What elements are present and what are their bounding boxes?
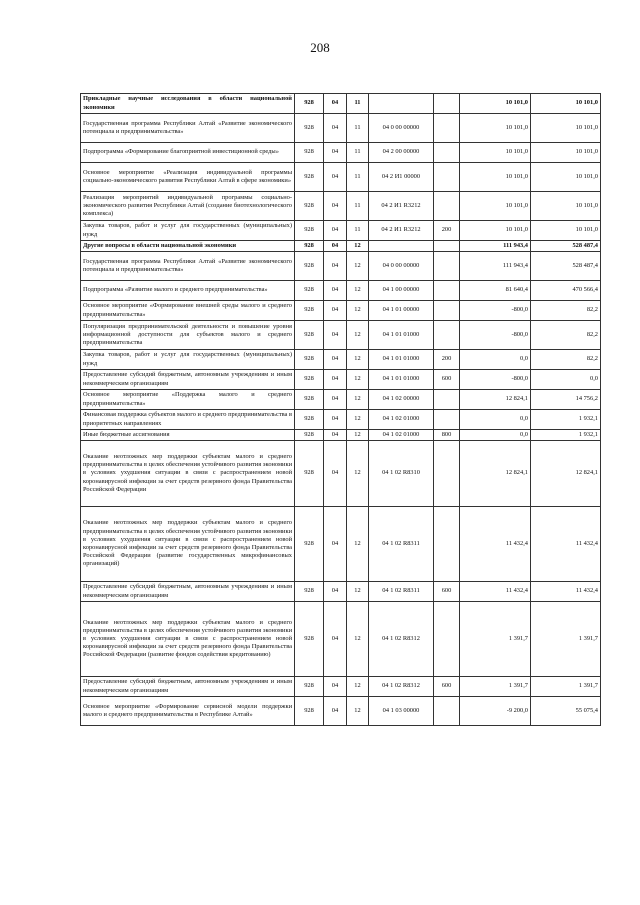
row-amount-year2: 10 101,0 [531, 192, 601, 221]
table-row [81, 114, 601, 143]
table-row [81, 143, 601, 163]
row-grbs: 928 [295, 441, 324, 507]
table-row [81, 221, 601, 241]
row-amount-year1: 0,0 [460, 350, 531, 370]
row-razdel: 04 [324, 582, 347, 602]
row-razdel: 04 [324, 507, 347, 582]
row-target-article: 04 2 И1 00000 [369, 163, 434, 192]
row-target-article: 04 1 01 00000 [369, 301, 434, 321]
row-target-article: 04 1 01 01000 [369, 350, 434, 370]
row-name: Предоставление субсидий бюджетным, автономным учреждениям и иным некоммерческим организациям [81, 677, 295, 697]
row-target-article: 04 0 00 00000 [369, 114, 434, 143]
row-razdel: 04 [324, 350, 347, 370]
row-name: Государственная программа Республики Алтай «Развитие экономического потенциала и предпринимательства» [81, 114, 295, 143]
row-target-article: 04 1 02 R8311 [369, 507, 434, 582]
row-target-article: 04 1 02 R8311 [369, 582, 434, 602]
row-expense-type [434, 390, 460, 410]
row-amount-year2: 82,2 [531, 350, 601, 370]
table-row [81, 507, 601, 582]
row-expense-type: 600 [434, 370, 460, 390]
row-razdel: 04 [324, 281, 347, 301]
row-expense-type: 600 [434, 582, 460, 602]
row-grbs: 928 [295, 507, 324, 582]
row-name: Государственная программа Республики Алтай «Развитие экономического потенциала и предпринимательства» [81, 252, 295, 281]
row-amount-year2: 470 566,4 [531, 281, 601, 301]
row-podrazdel: 11 [347, 163, 369, 192]
row-razdel: 04 [324, 602, 347, 677]
row-amount-year1: 10 101,0 [460, 163, 531, 192]
row-name: Закупка товаров, работ и услуг для государственных (муниципальных) нужд [81, 221, 295, 241]
row-grbs: 928 [295, 410, 324, 430]
row-expense-type: 200 [434, 350, 460, 370]
row-expense-type: 200 [434, 221, 460, 241]
row-podrazdel: 12 [347, 697, 369, 726]
row-amount-year1: -800,0 [460, 301, 531, 321]
row-expense-type [434, 321, 460, 350]
row-expense-type [434, 143, 460, 163]
table-row [81, 582, 601, 602]
row-razdel: 04 [324, 221, 347, 241]
row-razdel: 04 [324, 697, 347, 726]
row-podrazdel: 11 [347, 94, 369, 114]
row-amount-year1: -9 200,0 [460, 697, 531, 726]
row-podrazdel: 11 [347, 114, 369, 143]
row-name: Реализация мероприятий индивидуальной программы социально-экономического развития Республики Алтай (создание биотехнологического комплекса) [81, 192, 295, 221]
row-grbs: 928 [295, 350, 324, 370]
row-amount-year2: 528 487,4 [531, 241, 601, 252]
row-amount-year2: 11 432,4 [531, 582, 601, 602]
row-amount-year2: 10 101,0 [531, 114, 601, 143]
row-razdel: 04 [324, 390, 347, 410]
row-razdel: 04 [324, 410, 347, 430]
row-expense-type [434, 252, 460, 281]
row-amount-year2: 10 101,0 [531, 163, 601, 192]
row-expense-type: 600 [434, 677, 460, 697]
row-name: Иные бюджетные ассигнования [81, 430, 295, 441]
row-podrazdel: 12 [347, 321, 369, 350]
row-target-article [369, 94, 434, 114]
row-razdel: 04 [324, 252, 347, 281]
row-expense-type [434, 410, 460, 430]
row-amount-year1: 10 101,0 [460, 143, 531, 163]
table-row [81, 301, 601, 321]
row-amount-year2: 14 756,2 [531, 390, 601, 410]
row-grbs: 928 [295, 192, 324, 221]
row-target-article: 04 1 03 00000 [369, 697, 434, 726]
row-name: Закупка товаров, работ и услуг для государственных (муниципальных) нужд [81, 350, 295, 370]
row-razdel: 04 [324, 301, 347, 321]
row-amount-year2: 55 075,4 [531, 697, 601, 726]
row-name: Подпрограмма «Формирование благоприятной инвестиционной среды» [81, 143, 295, 163]
row-podrazdel: 12 [347, 582, 369, 602]
row-razdel: 04 [324, 677, 347, 697]
table-row [81, 602, 601, 677]
row-expense-type: 800 [434, 430, 460, 441]
row-razdel: 04 [324, 321, 347, 350]
row-target-article: 04 1 02 01000 [369, 430, 434, 441]
row-amount-year2: 1 391,7 [531, 602, 601, 677]
table-row [81, 441, 601, 507]
row-name: Основное мероприятие «Формирование сервисной модели поддержки малого и среднего предпринимательства в Республике Алтай» [81, 697, 295, 726]
row-amount-year1: 111 943,4 [460, 252, 531, 281]
row-amount-year1: 10 101,0 [460, 192, 531, 221]
row-name: Основное мероприятие «Формирование внешней среды малого и среднего предпринимательства» [81, 301, 295, 321]
table-row [81, 390, 601, 410]
table-row [81, 192, 601, 221]
row-expense-type [434, 301, 460, 321]
row-amount-year2: 82,2 [531, 301, 601, 321]
row-name: Оказание неотложных мер поддержки субъектам малого и среднего предпринимательства в целях обеспечения устойчивого развития экономики в условиях ухудшения ситуации в связи с распространением новой коронавирусной инфекции за счет средств резервного фонда Правительства Российской Федерации (развитие государственных микрофинансовых организаций) [81, 507, 295, 582]
row-grbs: 928 [295, 321, 324, 350]
row-amount-year1: 111 943,4 [460, 241, 531, 252]
row-podrazdel: 11 [347, 192, 369, 221]
row-podrazdel: 12 [347, 281, 369, 301]
row-podrazdel: 12 [347, 390, 369, 410]
row-name: Предоставление субсидий бюджетным, автономным учреждениям и иным некоммерческим организациям [81, 582, 295, 602]
row-name: Другие вопросы в области национальной экономики [81, 241, 295, 252]
row-amount-year2: 10 101,0 [531, 221, 601, 241]
row-target-article: 04 1 01 01000 [369, 370, 434, 390]
row-grbs: 928 [295, 370, 324, 390]
budget-table [80, 93, 601, 726]
row-name: Подпрограмма «Развитие малого и среднего предпринимательства» [81, 281, 295, 301]
row-name: Оказание неотложных мер поддержки субъектам малого и среднего предпринимательства в целях обеспечения устойчивого развития экономики в условиях ухудшения ситуации в связи с распространением новой коронавирусной инфекции за счет средств резервного фонда Правительства Российской Федерации [81, 441, 295, 507]
row-amount-year1: 12 824,1 [460, 390, 531, 410]
table-row [81, 370, 601, 390]
table-row [81, 677, 601, 697]
table-row [81, 163, 601, 192]
row-target-article [369, 241, 434, 252]
row-grbs: 928 [295, 221, 324, 241]
row-name: Прикладные научные исследования в области национальной экономики [81, 94, 295, 114]
row-podrazdel: 12 [347, 241, 369, 252]
table-row [81, 281, 601, 301]
row-podrazdel: 12 [347, 301, 369, 321]
row-expense-type [434, 441, 460, 507]
row-podrazdel: 11 [347, 143, 369, 163]
table-row [81, 410, 601, 430]
row-grbs: 928 [295, 430, 324, 441]
row-amount-year2: 82,2 [531, 321, 601, 350]
row-amount-year1: 11 432,4 [460, 507, 531, 582]
row-razdel: 04 [324, 94, 347, 114]
row-razdel: 04 [324, 163, 347, 192]
row-expense-type [434, 507, 460, 582]
row-grbs: 928 [295, 390, 324, 410]
row-amount-year1: 11 432,4 [460, 582, 531, 602]
row-grbs: 928 [295, 697, 324, 726]
row-name: Основное мероприятие «Поддержка малого и среднего предпринимательства» [81, 390, 295, 410]
row-amount-year2: 10 101,0 [531, 143, 601, 163]
row-grbs: 928 [295, 281, 324, 301]
row-amount-year2: 1 391,7 [531, 677, 601, 697]
row-amount-year1: 1 391,7 [460, 677, 531, 697]
table-row [81, 252, 601, 281]
row-expense-type [434, 241, 460, 252]
row-grbs: 928 [295, 94, 324, 114]
row-podrazdel: 12 [347, 370, 369, 390]
row-razdel: 04 [324, 430, 347, 441]
table-row [81, 94, 601, 114]
row-grbs: 928 [295, 252, 324, 281]
row-podrazdel: 12 [347, 602, 369, 677]
row-podrazdel: 12 [347, 507, 369, 582]
row-amount-year1: 10 101,0 [460, 114, 531, 143]
row-grbs: 928 [295, 241, 324, 252]
row-name: Популяризация предпринимательской деятельности и повышение уровня информационной доступности для субъектов малого и среднего предпринимательства [81, 321, 295, 350]
row-grbs: 928 [295, 143, 324, 163]
table-row [81, 350, 601, 370]
row-name: Предоставление субсидий бюджетным, автономным учреждениям и иным некоммерческим организациям [81, 370, 295, 390]
row-grbs: 928 [295, 602, 324, 677]
row-grbs: 928 [295, 582, 324, 602]
row-target-article: 04 1 02 01000 [369, 410, 434, 430]
row-expense-type [434, 94, 460, 114]
row-name: Основное мероприятие «Реализация индивидуальной программы социально-экономического развития Республики Алтай в сфере экономики» [81, 163, 295, 192]
row-podrazdel: 11 [347, 221, 369, 241]
table-row [81, 697, 601, 726]
row-amount-year1: 10 101,0 [460, 94, 531, 114]
row-name: Оказание неотложных мер поддержки субъектам малого и среднего предпринимательства в целях обеспечения устойчивого развития экономики в условиях ухудшения ситуации в связи с распространением новой коронавирусной инфекции за счет средств резервного фонда Правительства Российской Федерации (развитие фондов содействия кредитованию) [81, 602, 295, 677]
row-amount-year2: 12 824,1 [531, 441, 601, 507]
row-expense-type [434, 697, 460, 726]
row-target-article: 04 1 02 00000 [369, 390, 434, 410]
row-amount-year2: 0,0 [531, 370, 601, 390]
row-amount-year1: 81 640,4 [460, 281, 531, 301]
table-row [81, 241, 601, 252]
row-expense-type [434, 602, 460, 677]
row-razdel: 04 [324, 370, 347, 390]
row-target-article: 04 1 02 R8312 [369, 677, 434, 697]
row-amount-year2: 1 932,1 [531, 430, 601, 441]
row-target-article: 04 2 00 00000 [369, 143, 434, 163]
row-podrazdel: 12 [347, 430, 369, 441]
row-expense-type [434, 281, 460, 301]
page-number: 208 [310, 40, 330, 55]
row-razdel: 04 [324, 241, 347, 252]
row-target-article: 04 2 И1 R3212 [369, 221, 434, 241]
row-expense-type [434, 163, 460, 192]
row-podrazdel: 12 [347, 350, 369, 370]
row-grbs: 928 [295, 301, 324, 321]
row-amount-year2: 10 101,0 [531, 94, 601, 114]
row-amount-year2: 1 932,1 [531, 410, 601, 430]
row-amount-year1: -800,0 [460, 370, 531, 390]
row-target-article: 04 1 02 R8310 [369, 441, 434, 507]
row-razdel: 04 [324, 114, 347, 143]
row-amount-year1: -800,0 [460, 321, 531, 350]
row-target-article: 04 2 И1 R3212 [369, 192, 434, 221]
row-podrazdel: 12 [347, 441, 369, 507]
row-amount-year1: 0,0 [460, 430, 531, 441]
row-target-article: 04 1 02 R8312 [369, 602, 434, 677]
row-grbs: 928 [295, 114, 324, 143]
table-row [81, 430, 601, 441]
table-row [81, 321, 601, 350]
row-expense-type [434, 192, 460, 221]
row-target-article: 04 1 01 01000 [369, 321, 434, 350]
row-grbs: 928 [295, 677, 324, 697]
row-razdel: 04 [324, 441, 347, 507]
row-podrazdel: 12 [347, 677, 369, 697]
row-amount-year1: 10 101,0 [460, 221, 531, 241]
row-target-article: 04 0 00 00000 [369, 252, 434, 281]
row-amount-year1: 12 824,1 [460, 441, 531, 507]
row-amount-year1: 0,0 [460, 410, 531, 430]
row-amount-year2: 528 487,4 [531, 252, 601, 281]
row-amount-year1: 1 391,7 [460, 602, 531, 677]
row-grbs: 928 [295, 163, 324, 192]
row-razdel: 04 [324, 192, 347, 221]
row-name: Финансовая поддержка субъектов малого и среднего предпринимательства в приоритетных направлениях [81, 410, 295, 430]
row-expense-type [434, 114, 460, 143]
row-razdel: 04 [324, 143, 347, 163]
row-podrazdel: 12 [347, 410, 369, 430]
row-podrazdel: 12 [347, 252, 369, 281]
row-target-article: 04 1 00 00000 [369, 281, 434, 301]
row-amount-year2: 11 432,4 [531, 507, 601, 582]
